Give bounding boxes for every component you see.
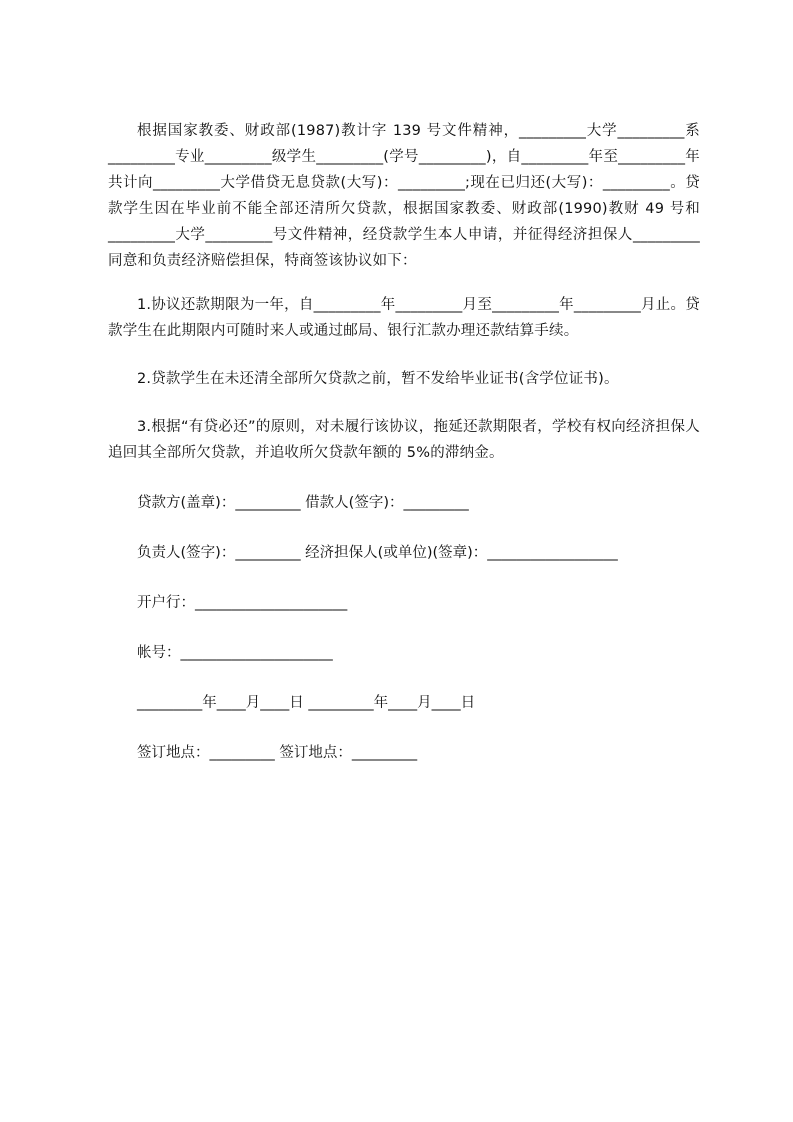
clause-3: 3.根据“有贷必还”的原则，对未履行该协议，拖延还款期限者，学校有权向经济担保人追回其全部所欠贷款，并追收所欠贷款年额的 5%的滞纳金。 xyxy=(108,419,700,461)
clause-2: 2.贷款学生在未还清全部所欠贷款之前，暂不发给毕业证书(含学位证书)。 xyxy=(137,371,619,387)
bank-line: 开户行：_____________________ xyxy=(137,595,348,611)
clause-1: 1.协议还款期限为一年，自_________年_________月至_________年_________月止。贷款学生在此期限内可随时来人或通过邮局、银行汇款办理还款结算手续。 xyxy=(108,297,700,339)
date-line: _________年____月____日 _________年____月____日 xyxy=(137,695,476,711)
signing-place-line: 签订地点：_________ 签订地点：_________ xyxy=(137,745,418,761)
responsible-guarantor-signature-line: 负责人(签字)：_________ 经济担保人(或单位)(签章)：__________________ xyxy=(137,545,618,561)
lender-borrower-signature-line: 贷款方(盖章)：_________ 借款人(签字)：_________ xyxy=(137,495,469,511)
intro-paragraph: 根据国家教委、财政部(1987)教计字 139 号文件精神，_________大学_________系_________专业_________级学生_________(学号_________)，自_________年至_________年共计向_________大学借贷无息贷款(大写)：_________;现在已归还(大写)：_________。贷款学生因在毕业前不能全部还清所欠贷款，根据国家教委、财政部(1990)教财 49 号和_________大学_________号文件精神，经贷款学生本人申请，并征得经济担保人_________同意和负责经济赔偿担保，特商签该协议如下： xyxy=(108,123,700,269)
account-line: 帐号：_____________________ xyxy=(137,645,333,661)
agreement-body xyxy=(108,118,700,766)
